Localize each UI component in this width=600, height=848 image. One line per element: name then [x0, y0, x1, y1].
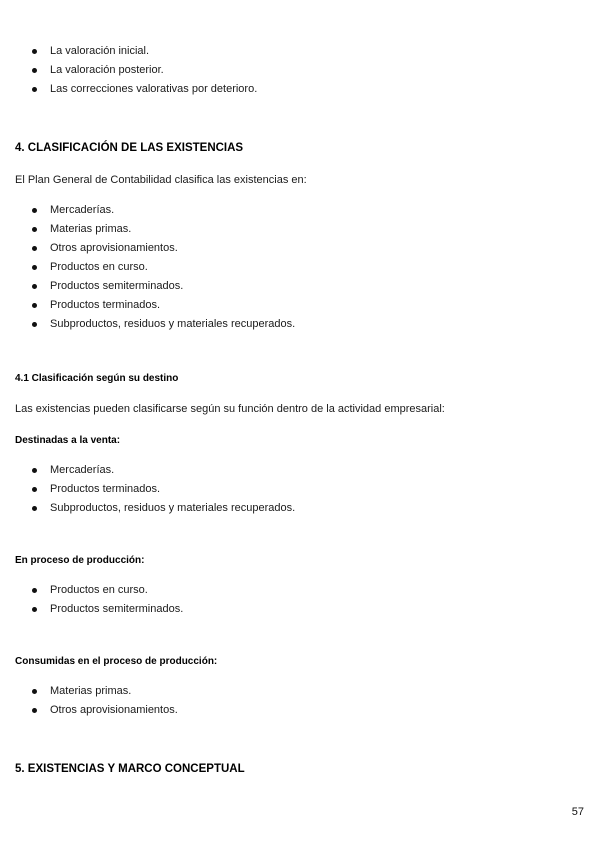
section-5-heading: 5. EXISTENCIAS Y MARCO CONCEPTUAL — [15, 763, 245, 775]
list-item: Productos terminados. — [0, 296, 295, 315]
group-title-consumed: Consumidas en el proceso de producción: — [15, 656, 218, 667]
production-list — [0, 581, 183, 619]
list-item: Otros aprovisionamientos. — [0, 239, 295, 258]
list-item: Subproductos, residuos y materiales recuperados. — [0, 315, 295, 334]
list-item: Productos en curso. — [0, 258, 295, 277]
list-item: Otros aprovisionamientos. — [0, 701, 178, 720]
section-4-heading: 4. CLASIFICACIÓN DE LAS EXISTENCIAS — [15, 142, 244, 154]
list-item: Las correcciones valorativas por deterioro. — [0, 80, 257, 99]
list-item: Mercaderías. — [0, 201, 295, 220]
list-item: Materias primas. — [0, 220, 295, 239]
list-item: Productos en curso. — [0, 581, 183, 600]
list-item: Productos semiterminados. — [0, 600, 183, 619]
page-number: 57 — [571, 806, 584, 818]
list-item: Subproductos, residuos y materiales recuperados. — [0, 499, 295, 518]
list-item: Mercaderías. — [0, 461, 295, 480]
group-title-sale: Destinadas a la venta: — [15, 435, 121, 446]
list-item: Materias primas. — [0, 682, 178, 701]
list-item: La valoración inicial. — [0, 42, 257, 61]
classification-list — [0, 201, 295, 334]
list-item: La valoración posterior. — [0, 61, 257, 80]
consumed-list — [0, 682, 178, 720]
list-item: Productos terminados. — [0, 480, 295, 499]
section-4-intro: El Plan General de Contabilidad clasifica las existencias en: — [15, 174, 307, 186]
list-item: Productos semiterminados. — [0, 277, 295, 296]
section-4-1-heading: 4.1 Clasificación según su destino — [15, 373, 179, 384]
section-4-1-intro: Las existencias pueden clasificarse según su función dentro de la actividad empresarial: — [15, 403, 445, 415]
valuation-list — [0, 42, 257, 99]
group-title-production: En proceso de producción: — [15, 555, 145, 566]
sale-list — [0, 461, 295, 518]
